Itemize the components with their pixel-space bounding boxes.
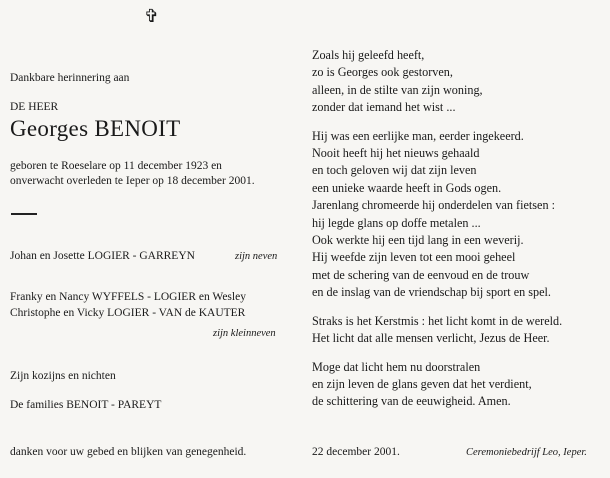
poem-line: zonder dat iemand het wist ... [312,100,456,115]
poem-line: met de schering van de eenvoud en de trouw [312,267,530,282]
poem-line: zo is Georges ook gestorven, [312,65,453,80]
poem-line: Ook werkte hij een tijd lang in een weverij. [312,233,524,248]
poem [312,47,562,422]
poem-line: Moge dat licht hem nu doorstralen [312,359,481,374]
family-1-relation: zijn neven [235,251,278,262]
families-line: De families BENOIT - PAREYT [10,399,162,411]
cousins-intro: Zijn kozijns en nichten [10,370,116,382]
poem-line: de schittering van de eeuwigheid. Amen. [312,394,511,409]
poem-stanza-2 [312,128,562,302]
card-date: 22 december 2001. [312,446,400,458]
poem-line: Straks is het Kerstmis : het licht komt in de wereld. [312,313,563,328]
birth-line-1: geboren te Roeselare op 11 december 1923 en [10,160,222,172]
poem-line: alleen, in de stilte van zijn woning, [312,82,483,97]
poem-line: en de inslag van de vriendschap bij sport en spel. [312,285,551,300]
family-1-names: Johan en Josette LOGIER - GARREYN [10,250,195,262]
remembrance-line: Dankbare herinnering aan [10,72,130,84]
poem-stanza-4 [312,359,562,411]
family-2-line-1: Franky en Nancy WYFFELS - LOGIER en Wesley [10,291,246,303]
divider [11,213,37,215]
poem-line: Hij weefde zijn leven tot een mooi geheel [312,250,516,265]
poem-line: Zoals hij geleefd heeft, [312,48,425,62]
thanks-line: danken voor uw gebed en blijken van genegenheid. [10,446,247,458]
poem-line: een unieke waarde heeft in Gods ogen. [312,180,502,195]
birth-line-2: onverwacht overleden te Ieper op 18 december 2001. [10,175,255,187]
poem-stanza-1 [312,47,562,117]
cross-icon: ✞ [144,6,160,26]
poem-stanza-3 [312,313,562,348]
undertaker: Ceremoniebedrijf Leo, Ieper. [466,447,587,458]
poem-line: Het licht dat alle mensen verlicht, Jezus de Heer. [312,331,550,346]
poem-line: Jarenlang chromeerde hij onderdelen van fietsen : [312,198,555,213]
poem-line: hij legde glans op doffe metalen ... [312,215,481,230]
poem-line: en zijn leven de glans geven dat het verdient, [312,376,532,391]
family-2-relation: zijn kleinneven [213,328,276,339]
family-2-line-2: Christophe en Vicky LOGIER - VAN de KAUTER [10,307,246,319]
poem-line: en toch geloven wij dat zijn leven [312,163,477,178]
deceased-name: Georges BENOIT [10,116,181,141]
poem-line: Hij was een eerlijke man, eerder ingekeerd. [312,128,524,143]
poem-line: Nooit heeft hij het nieuws gehaald [312,146,480,161]
honorific: DE HEER [10,101,59,113]
